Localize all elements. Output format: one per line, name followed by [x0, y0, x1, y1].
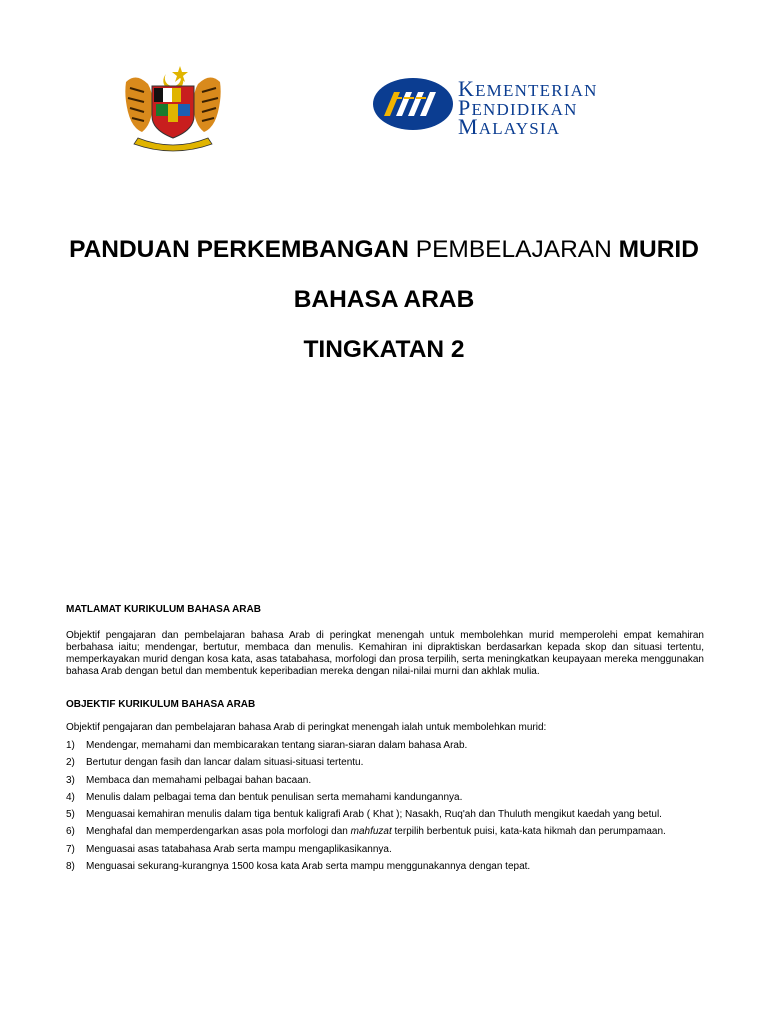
grade-title: TINGKATAN 2: [303, 336, 465, 363]
list-item-text: Menguasai sekurang-kurangnya 1500 kosa kata Arab serta mampu menggunakannya dengan tepat.: [86, 861, 531, 873]
list-item-number: 3): [66, 774, 75, 786]
list-item: [66, 809, 704, 821]
ministry-line-2-rest: ENDIDIKAN: [471, 100, 578, 119]
list-item-number: 1): [66, 740, 75, 751]
kpm-logo-icon: [372, 76, 454, 132]
list-item: [66, 792, 704, 804]
ministry-line-3: [458, 114, 658, 139]
title-part-3: MURID: [618, 236, 699, 263]
list-item-text: Menguasai kemahiran menulis dalam tiga bentuk kaligrafi Arab ( Khat ); Nasakh, Ruq'ah dan Thuluth mengikut kaedah yang betul.: [86, 809, 662, 821]
list-item: [66, 861, 704, 873]
matlamat-heading: MATLAMAT KURIKULUM BAHASA ARAB: [66, 604, 261, 615]
objektif-intro: Objektif pengajaran dan pembelajaran bahasa Arab di peringkat menengah ialah untuk membolehkan murid:: [66, 722, 547, 733]
list-item-text: [86, 826, 666, 838]
title-part-2: PEMBELAJARAN: [415, 236, 612, 263]
list-item: [66, 757, 704, 769]
list-item-text-before: Menghafal dan memperdengarkan asas pola morfologi dan: [86, 826, 351, 838]
title-part-1: PANDUAN PERKEMBANGAN: [69, 236, 409, 263]
matlamat-paragraph: Objektif pengajaran dan pembelajaran bahasa Arab di peringkat menengah untuk membolehkan murid memperolehi empat kemahiran berbahasa iaitu; mendengar, bertutur, membaca dan menulis. Kemahiran ini dipraktiskan berdasarkan kepada skop dan situasi tertentu, memperkayakan murid dengan kosa kata, asas tatabahasa, morfologi dan prosa terpilih, serta meningkatkan keupayaan mereka menggunakan bahasa Arab dengan betul dan membentuk keperibadian mereka dengan nilai-nilai murni dan akhlak mulia.: [66, 630, 704, 677]
list-item-text: Menguasai asas tatabahasa Arab serta mampu mengaplikasikannya.: [86, 843, 392, 855]
list-item-number: 5): [66, 809, 75, 821]
list-item-text: Bertutur dengan fasih dan lancar dalam situasi-situasi tertentu.: [86, 757, 364, 769]
ministry-line-2: [458, 95, 658, 120]
list-item-text: Menulis dalam pelbagai tema dan bentuk penulisan serta memahami kandungannya.: [86, 791, 463, 803]
ministry-line-2-initial: P: [458, 95, 472, 120]
list-item-number: 6): [66, 826, 75, 838]
ministry-line-1-initial: K: [458, 76, 476, 101]
ministry-line-3-rest: ALAYSIA: [478, 119, 561, 138]
coat-of-arms-icon: [118, 62, 228, 152]
list-item-text-italic: mahfuzat: [350, 826, 392, 838]
page-title: [0, 236, 768, 264]
list-item-text-after: terpilih berbentuk puisi, kata-kata hikmah dan perumpamaan.: [391, 826, 666, 838]
ministry-name: [458, 76, 658, 139]
list-item-number: 4): [66, 791, 75, 803]
list-item: [66, 740, 704, 752]
ministry-line-3-initial: M: [458, 114, 479, 139]
ministry-line-1: [458, 76, 658, 101]
list-item-number: 7): [66, 843, 75, 855]
list-item: [66, 826, 704, 838]
list-item-text: Mendengar, memahami dan membicarakan tentang siaran-siaran dalam bahasa Arab.: [86, 740, 468, 751]
objektif-list: [66, 740, 704, 878]
list-item: [66, 844, 704, 856]
list-item: [66, 775, 704, 787]
list-item-text: Membaca dan memahami pelbagai bahan bacaan.: [86, 774, 312, 786]
subject-title: BAHASA ARAB: [293, 286, 475, 313]
list-item-number: 2): [66, 757, 75, 769]
objektif-heading: OBJEKTIF KURIKULUM BAHASA ARAB: [66, 699, 256, 710]
list-item-number: 8): [66, 861, 75, 873]
ministry-line-1-rest: EMENTERIAN: [475, 81, 598, 100]
